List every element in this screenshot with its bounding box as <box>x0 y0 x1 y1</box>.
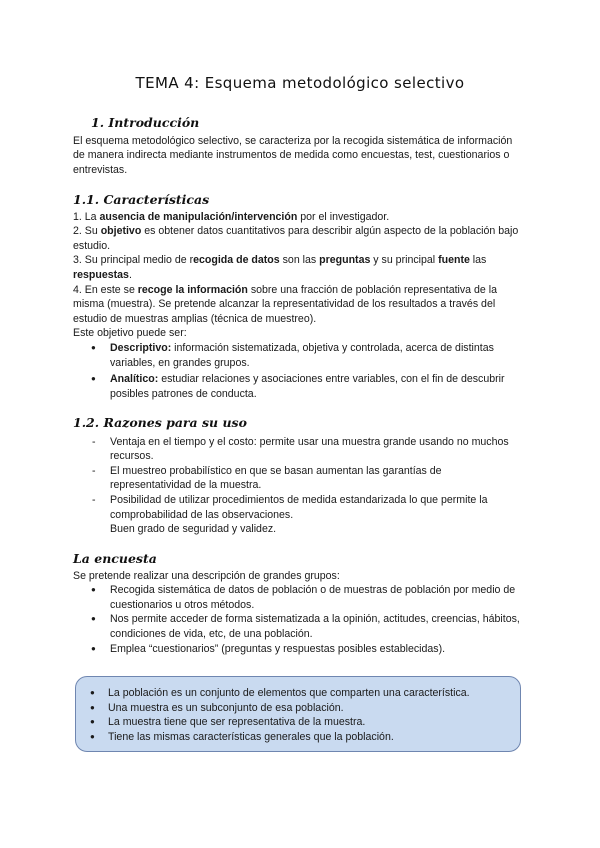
section-razones <box>73 416 523 537</box>
objetivo-list <box>73 341 523 401</box>
section-encuesta <box>73 552 523 656</box>
encuesta-heading: La encuesta <box>73 551 157 566</box>
list-item: ● La muestra tiene que ser representativa de la muestra. <box>76 715 520 730</box>
razones-heading: 1.2. Razones para su uso <box>73 415 247 430</box>
razones-list <box>73 435 523 523</box>
objetivo-intro: Este objetivo puede ser: <box>73 327 187 340</box>
list-item: - Ventaja en el tiempo y el costo: permite usar una muestra grande usando no muchos recursos. <box>73 435 523 464</box>
encuesta-intro: Se pretende realizar una descripción de grandes grupos: <box>73 569 340 582</box>
caracteristica-item: 2. Su objetivo es obtener datos cuantitativos para describir algún aspecto de la población bajo estudio. <box>73 225 519 252</box>
list-item: - Posibilidad de utilizar procedimientos de medida estandarizada lo que permite la comprobabilidad de las observaciones. <box>73 493 523 522</box>
caracteristica-item: 4. En este se recoge la información sobre una fracción de población representativa de la misma (muestra). Se pretende alcanzar la representatividad de los resultados a través del estudio de muestras amplias (técnica de muestreo). <box>73 283 497 325</box>
caracteristica-item: 1. La ausencia de manipulación/intervención por el investigador. <box>73 210 390 223</box>
list-item: ● Recogida sistemática de datos de población o de muestras de población por medio de cuestionarios u otros métodos. <box>73 583 523 612</box>
list-item: ● Una muestra es un subconjunto de esa población. <box>76 701 520 716</box>
list-item: ● Analítico: estudiar relaciones y asociaciones entre variables, con el fin de descubrir posibles patrones de conducta. <box>73 372 523 401</box>
encuesta-list <box>73 583 523 656</box>
summary-list <box>76 686 520 744</box>
razones-extra: Buen grado de seguridad y validez. <box>110 523 277 536</box>
list-item: ● Tiene las mismas características generales que la población. <box>76 730 520 745</box>
list-item: - El muestreo probabilístico en que se basan aumentan las garantías de representatividad de la muestra. <box>73 464 523 493</box>
list-item: ● Descriptivo: información sistematizada, objetiva y controlada, acerca de distintas variables, en grandes grupos. <box>73 341 523 370</box>
section-introduccion <box>73 116 523 177</box>
list-item: ● Emplea “cuestionarios” (preguntas y respuestas posibles establecidas). <box>73 642 523 657</box>
intro-text: El esquema metodológico selectivo, se caracteriza por la recogida sistemática de información de manera indirecta mediante instrumentos de medida como encuestas, test, cuestionarios o entrevistas. <box>73 134 513 176</box>
list-item: ● La población es un conjunto de elementos que comparten una característica. <box>76 686 520 701</box>
page-title: TEMA 4: Esquema metodológico selectivo <box>135 74 465 92</box>
list-item: ● Nos permite acceder de forma sistematizada a la opinión, actitudes, creencias, hábitos, condiciones de vida, etc, de una población. <box>73 612 523 641</box>
summary-box <box>75 676 521 752</box>
section-caracteristicas <box>73 193 523 401</box>
caracteristicas-heading: 1.1. Características <box>73 192 210 207</box>
caracteristica-item: 3. Su principal medio de recogida de datos son las preguntas y su principal fuente las respuestas. <box>73 254 487 281</box>
intro-heading: 1. Introducción <box>91 115 200 130</box>
